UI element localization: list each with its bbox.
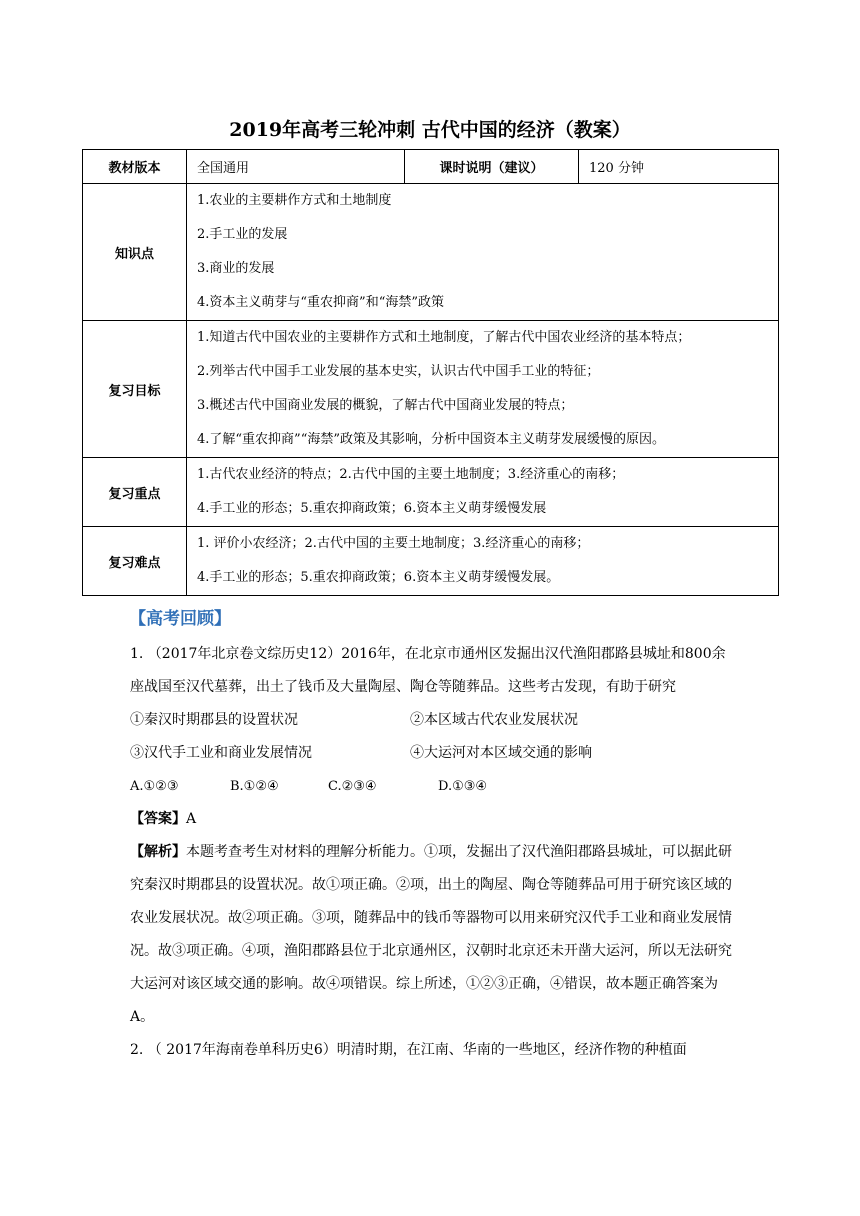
difficulty-line: 4.手工业的形态；5.重农抑商政策；6.资本主义萌芽缓慢发展。 [197,570,560,585]
section-heading: 【高考回顾】 [129,609,231,629]
options-row [130,704,736,737]
choice-c: C.②③④ [328,779,377,794]
difficulties-cell [187,527,779,596]
knowledge-line: 2.手工业的发展 [197,227,288,242]
choices-row [130,770,736,803]
analysis-paragraph [130,836,736,1034]
question-content [130,638,736,1067]
goal-line: 2.列举古代中国手工业发展的基本史实，认识古代中国手工业的特征； [197,364,600,379]
choice-b: B.①②④ [230,779,279,794]
option-1: ①秦汉时期郡县的设置状况 [130,712,298,728]
difficulties-label: 复习难点 [83,527,187,596]
knowledge-line: 4.资本主义萌芽与“重农抑商”和“海禁”政策 [197,295,444,310]
answer-value: A [186,811,197,827]
analysis-text: 本题考查考生对材料的理解分析能力。①项，发掘出了汉代渔阳郡路县城址，可以据此研究秦汉时期郡县的设置状况。故①项正确。②项，出土的陶屋、陶仓等随葬品可用于研究该区域的农业发展状况。故②项正确。③项，随葬品中的钱币等器物可以用来研究汉代手工业和商业发展情况。故③项正确。④项，渔阳郡路县位于北京通州区，汉朝时北京还未开凿大运河，所以无法研究大运河对该区域交通的影响。故④项错误。综上所述，①②③正确，④错误，故本题正确答案为A。 [130,844,732,1025]
goal-line: 1.知道古代中国农业的主要耕作方式和土地制度，了解古代中国农业经济的基本特点； [197,330,691,345]
answer-label: 【答案】 [130,811,186,827]
edition-value: 全国通用 [187,150,405,184]
table-row [83,527,779,596]
keypoint-line: 1.古代农业经济的特点；2.古代中国的主要土地制度；3.经济重心的南移； [197,467,625,482]
choice-a: A.①②③ [130,779,179,794]
analysis-label: 【解析】 [130,844,186,860]
answer-line [130,803,736,836]
difficulty-line: 1. 评价小农经济；2.古代中国的主要土地制度；3.经济重心的南移； [197,536,590,551]
page-title: 2019年高考三轮冲刺 古代中国的经济（教案） [229,119,631,141]
goals-label: 复习目标 [83,321,187,458]
table-row [83,321,779,458]
goal-line: 4.了解“重农抑商”“海禁”政策及其影响，分析中国资本主义萌芽发展缓慢的原因。 [197,432,665,447]
knowledge-label: 知识点 [83,184,187,321]
goal-line: 3.概述古代中国商业发展的概貌，了解古代中国商业发展的特点； [197,398,574,413]
option-3: ③汉代手工业和商业发展情况 [130,745,312,761]
option-4: ④大运河对本区域交通的影响 [410,745,592,761]
options-row [130,737,736,770]
hours-value: 120 分钟 [579,150,779,184]
question-2-stem: 2. （ 2017年海南卷单科历史6）明清时期，在江南、华南的一些地区，经济作物的种植面 [130,1042,687,1058]
knowledge-line: 3.商业的发展 [197,261,275,276]
keypoint-line: 4.手工业的形态；5.重农抑商政策；6.资本主义萌芽缓慢发展 [197,501,547,516]
question-1-stem: 1. （2017年北京卷文综历史12）2016年，在北京市通州区发掘出汉代渔阳郡路县城址和800余座战国至汉代墓葬，出土了钱币及大量陶屋、陶仓等随葬品。这些考古发现，有助于研究 [130,646,726,695]
table-row [83,184,779,321]
option-2: ②本区域古代农业发展状况 [410,712,578,728]
goals-cell [187,321,779,458]
keypoints-cell [187,458,779,527]
keypoints-label: 复习重点 [83,458,187,527]
lesson-info-table [82,149,779,596]
knowledge-cell [187,184,779,321]
hours-label: 课时说明（建议） [405,150,579,184]
edition-label: 教材版本 [83,150,187,184]
knowledge-line: 1.农业的主要耕作方式和土地制度 [197,193,392,208]
table-row [83,458,779,527]
choice-d: D.①③④ [438,779,488,794]
table-row [83,150,779,184]
